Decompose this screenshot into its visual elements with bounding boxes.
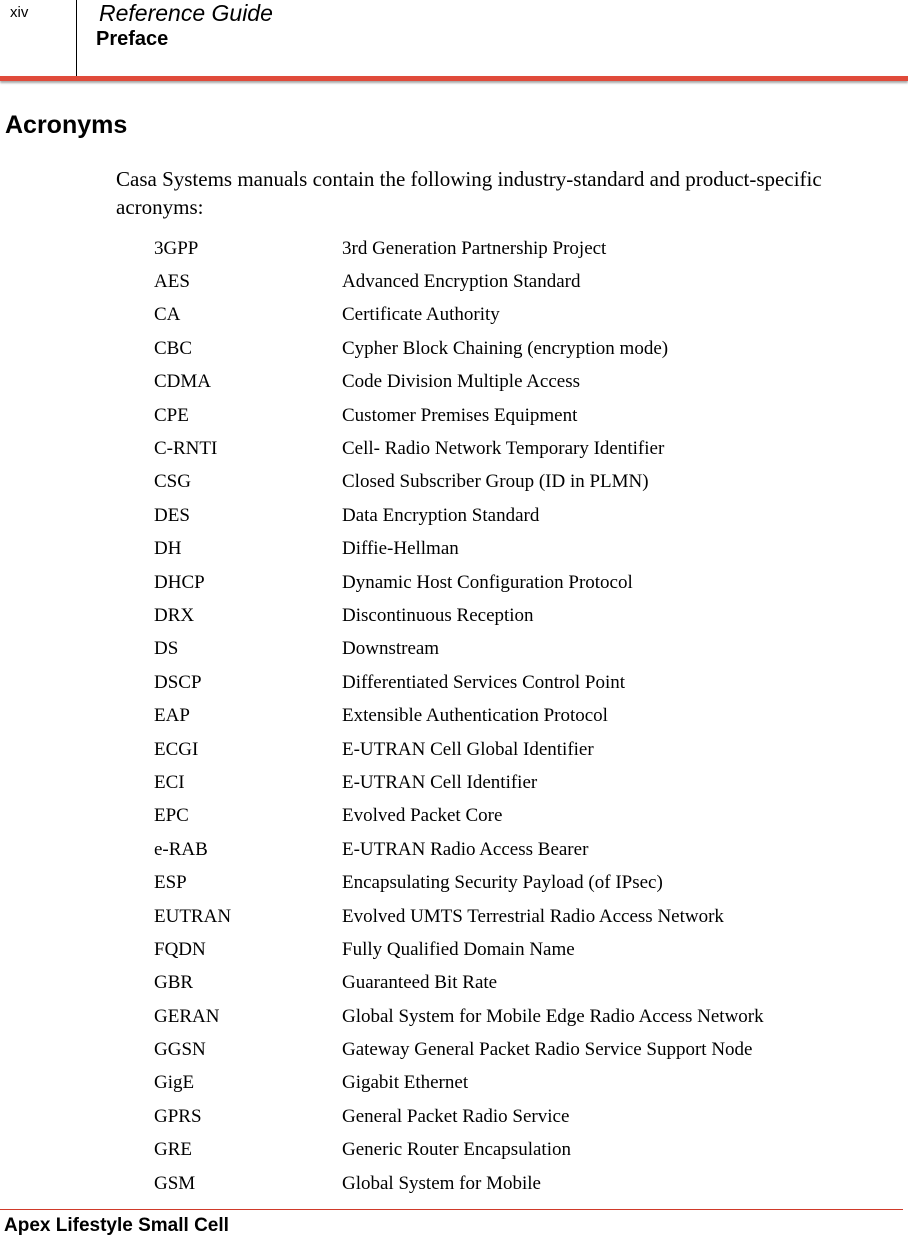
acronym-term: ESP	[154, 872, 187, 894]
acronym-definition: Cell- Radio Network Temporary Identifier	[342, 438, 665, 460]
acronym-definition: Generic Router Encapsulation	[342, 1139, 571, 1161]
acronym-definition: Gigabit Ethernet	[342, 1072, 469, 1094]
acronym-row	[154, 599, 874, 632]
acronym-row	[154, 766, 874, 799]
acronym-term: ECI	[154, 771, 185, 793]
acronym-definition: Downstream	[342, 638, 440, 660]
acronym-row	[154, 1067, 874, 1100]
acronym-definition: Global System for Mobile	[342, 1172, 541, 1194]
acronym-row	[154, 733, 874, 766]
acronym-term: C-RNTI	[154, 438, 218, 460]
acronym-definition: E-UTRAN Cell Identifier	[342, 771, 538, 793]
acronym-list	[154, 232, 874, 1200]
acronym-row	[154, 1033, 874, 1066]
acronym-term: DS	[154, 638, 179, 660]
acronym-term: EAP	[154, 705, 190, 727]
acronym-row	[154, 366, 874, 399]
acronym-row	[154, 699, 874, 732]
acronym-definition: Cypher Block Chaining (encryption mode)	[342, 337, 669, 359]
acronym-definition: Global System for Mobile Edge Radio Access Network	[342, 1005, 764, 1027]
acronym-term: ECGI	[154, 738, 199, 760]
acronym-term: GRE	[154, 1139, 192, 1161]
acronym-row	[154, 232, 874, 265]
acronym-term: EPC	[154, 805, 189, 827]
section-name: Preface	[96, 28, 169, 50]
acronym-term: e-RAB	[154, 838, 208, 860]
acronym-definition: Gateway General Packet Radio Service Support Node	[342, 1039, 753, 1061]
acronym-term: CBC	[154, 337, 193, 359]
acronym-row	[154, 566, 874, 599]
acronym-row	[154, 299, 874, 332]
page-heading: Acronyms	[5, 111, 128, 139]
acronym-term: EUTRAN	[154, 905, 232, 927]
acronym-definition: Certificate Authority	[342, 304, 500, 326]
acronym-term: GSM	[154, 1172, 196, 1194]
page-number: xiv	[10, 4, 29, 21]
acronym-definition: Customer Premises Equipment	[342, 404, 578, 426]
acronym-term: 3GPP	[154, 237, 199, 259]
acronym-definition: Code Division Multiple Access	[342, 371, 581, 393]
acronym-term: DH	[154, 538, 182, 560]
acronym-term: GERAN	[154, 1005, 220, 1027]
intro-paragraph: Casa Systems manuals contain the following industry-standard and product-specific acronyms:	[116, 167, 822, 219]
acronym-row	[154, 432, 874, 465]
acronym-row	[154, 800, 874, 833]
acronym-definition: Guaranteed Bit Rate	[342, 972, 498, 994]
acronym-term: GGSN	[154, 1039, 206, 1061]
acronym-definition: Dynamic Host Configuration Protocol	[342, 571, 633, 593]
header-rule	[0, 76, 908, 81]
acronym-definition: E-UTRAN Cell Global Identifier	[342, 738, 594, 760]
acronym-definition: Data Encryption Standard	[342, 504, 540, 526]
acronym-row	[154, 967, 874, 1000]
acronym-row	[154, 900, 874, 933]
acronym-term: FQDN	[154, 938, 206, 960]
acronym-row	[154, 866, 874, 899]
acronym-row	[154, 466, 874, 499]
acronym-term: CSG	[154, 471, 191, 493]
acronym-term: CA	[154, 304, 181, 326]
acronym-row	[154, 499, 874, 532]
acronym-definition: Extensible Authentication Protocol	[342, 705, 608, 727]
acronym-term: GPRS	[154, 1105, 202, 1127]
acronym-definition: Closed Subscriber Group (ID in PLMN)	[342, 471, 649, 493]
acronym-definition: Advanced Encryption Standard	[342, 271, 581, 293]
acronym-definition: Differentiated Services Control Point	[342, 671, 626, 693]
acronym-definition: Evolved Packet Core	[342, 805, 503, 827]
acronym-term: DES	[154, 504, 190, 526]
acronym-term: AES	[154, 271, 190, 293]
acronym-term: DRX	[154, 604, 195, 626]
footer-rule	[0, 1209, 903, 1210]
acronym-row	[154, 332, 874, 365]
footer-product-name: Apex Lifestyle Small Cell	[4, 1215, 229, 1236]
acronym-definition: Diffie-Hellman	[342, 538, 459, 560]
acronym-row	[154, 1000, 874, 1033]
acronym-row	[154, 533, 874, 566]
acronym-row	[154, 833, 874, 866]
acronym-row	[154, 633, 874, 666]
acronym-term: DHCP	[154, 571, 205, 593]
acronym-row	[154, 399, 874, 432]
acronym-term: DSCP	[154, 671, 202, 693]
acronym-row	[154, 1100, 874, 1133]
header-divider	[76, 0, 77, 76]
acronym-row	[154, 933, 874, 966]
acronym-definition: Encapsulating Security Payload (of IPsec)	[342, 872, 663, 894]
acronym-row	[154, 1167, 874, 1200]
acronym-term: GigE	[154, 1072, 195, 1094]
acronym-row	[154, 1134, 874, 1167]
acronym-definition: Fully Qualified Domain Name	[342, 938, 575, 960]
acronym-row	[154, 265, 874, 298]
acronym-definition: 3rd Generation Partnership Project	[342, 237, 607, 259]
acronym-term: CDMA	[154, 371, 212, 393]
acronym-row	[154, 666, 874, 699]
acronym-term: CPE	[154, 404, 189, 426]
guide-title: Reference Guide	[99, 0, 273, 26]
acronym-term: GBR	[154, 972, 194, 994]
acronym-definition: E-UTRAN Radio Access Bearer	[342, 838, 589, 860]
acronym-definition: General Packet Radio Service	[342, 1105, 570, 1127]
acronym-definition: Discontinuous Reception	[342, 604, 534, 626]
acronym-definition: Evolved UMTS Terrestrial Radio Access Network	[342, 905, 724, 927]
